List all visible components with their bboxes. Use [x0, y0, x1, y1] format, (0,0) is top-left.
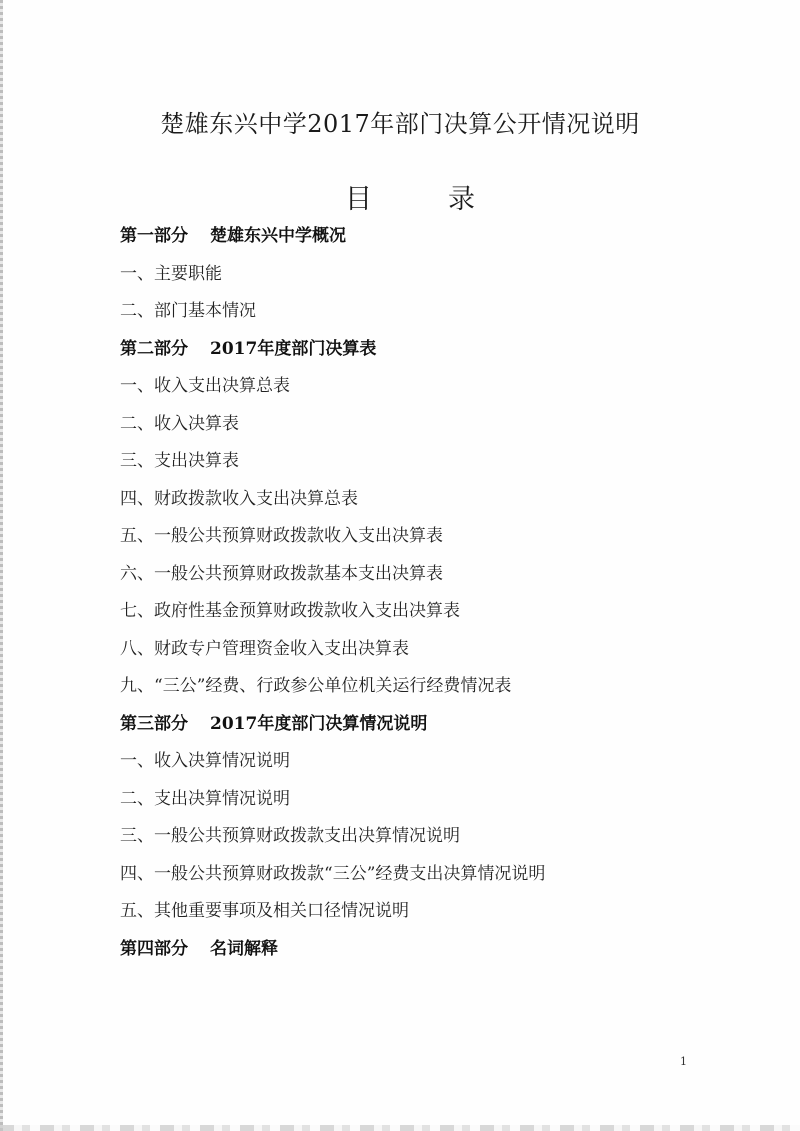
toc-part-title: 2017年度部门决算表 — [210, 338, 377, 359]
toc-heading — [345, 177, 475, 216]
page-number: 1 — [680, 1055, 687, 1068]
table-of-contents — [120, 224, 720, 974]
toc-part-label: 第三部分 — [120, 713, 188, 734]
toc-entry-text: 一、收入决算情况说明 — [120, 751, 290, 771]
toc-entry — [120, 674, 720, 712]
toc-entry-text: 四、财政拨款收入支出决算总表 — [120, 488, 358, 509]
toc-entry — [120, 374, 720, 412]
toc-entry-text: 六、一般公共预算财政拨款基本支出决算表 — [120, 563, 443, 584]
toc-entry-text: 二、部门基本情况 — [120, 301, 256, 321]
toc-entry — [120, 562, 720, 600]
toc-part-label: 第二部分 — [120, 338, 188, 359]
toc-entry-text: 三、支出决算表 — [120, 451, 239, 471]
toc-heading-char-1: 目 — [345, 184, 372, 215]
toc-entry — [120, 412, 720, 450]
toc-entry-text: 八、财政专户管理资金收入支出决算表 — [120, 638, 409, 659]
toc-part-heading — [120, 712, 720, 750]
toc-entry — [120, 824, 720, 862]
toc-entry — [120, 599, 720, 637]
scan-left-edge — [0, 0, 3, 1131]
toc-entry — [120, 862, 720, 900]
toc-entry-text: 四、一般公共预算财政拨款“三公”经费支出决算情况说明 — [120, 863, 546, 884]
toc-entry — [120, 637, 720, 675]
toc-entry-text: 九、“三公”经费、行政参公单位机关运行经费情况表 — [120, 676, 512, 696]
toc-entry — [120, 524, 720, 562]
toc-entry-text: 七、政府性基金预算财政拨款收入支出决算表 — [120, 601, 460, 621]
toc-entry — [120, 749, 720, 787]
toc-part-title: 2017年度部门决算情况说明 — [210, 713, 428, 734]
toc-heading-char-2: 录 — [448, 184, 475, 215]
scan-bottom-edge — [0, 1125, 800, 1131]
toc-part-title: 楚雄东兴中学概况 — [210, 226, 346, 246]
toc-entry — [120, 899, 720, 937]
toc-entry-text: 二、收入决算表 — [120, 413, 239, 434]
toc-entry-text: 一、收入支出决算总表 — [120, 376, 290, 396]
toc-entry — [120, 449, 720, 487]
toc-part-heading — [120, 337, 720, 375]
document-title: 楚雄东兴中学2017年部门决算公开情况说明 — [160, 110, 640, 138]
toc-part-label: 第一部分 — [120, 226, 188, 246]
toc-entry — [120, 262, 720, 300]
toc-part-title: 名词解释 — [210, 938, 278, 959]
toc-entry-text: 一、主要职能 — [120, 263, 222, 284]
toc-part-heading — [120, 224, 720, 262]
toc-entry-text: 五、其他重要事项及相关口径情况说明 — [120, 901, 409, 921]
toc-entry — [120, 487, 720, 525]
toc-entry-text: 五、一般公共预算财政拨款收入支出决算表 — [120, 526, 443, 546]
toc-entry-text: 三、一般公共预算财政拨款支出决算情况说明 — [120, 826, 460, 846]
toc-entry — [120, 787, 720, 825]
toc-part-label: 第四部分 — [120, 938, 188, 959]
toc-entry-text: 二、支出决算情况说明 — [120, 788, 290, 809]
toc-part-heading — [120, 937, 720, 975]
toc-entry — [120, 299, 720, 337]
